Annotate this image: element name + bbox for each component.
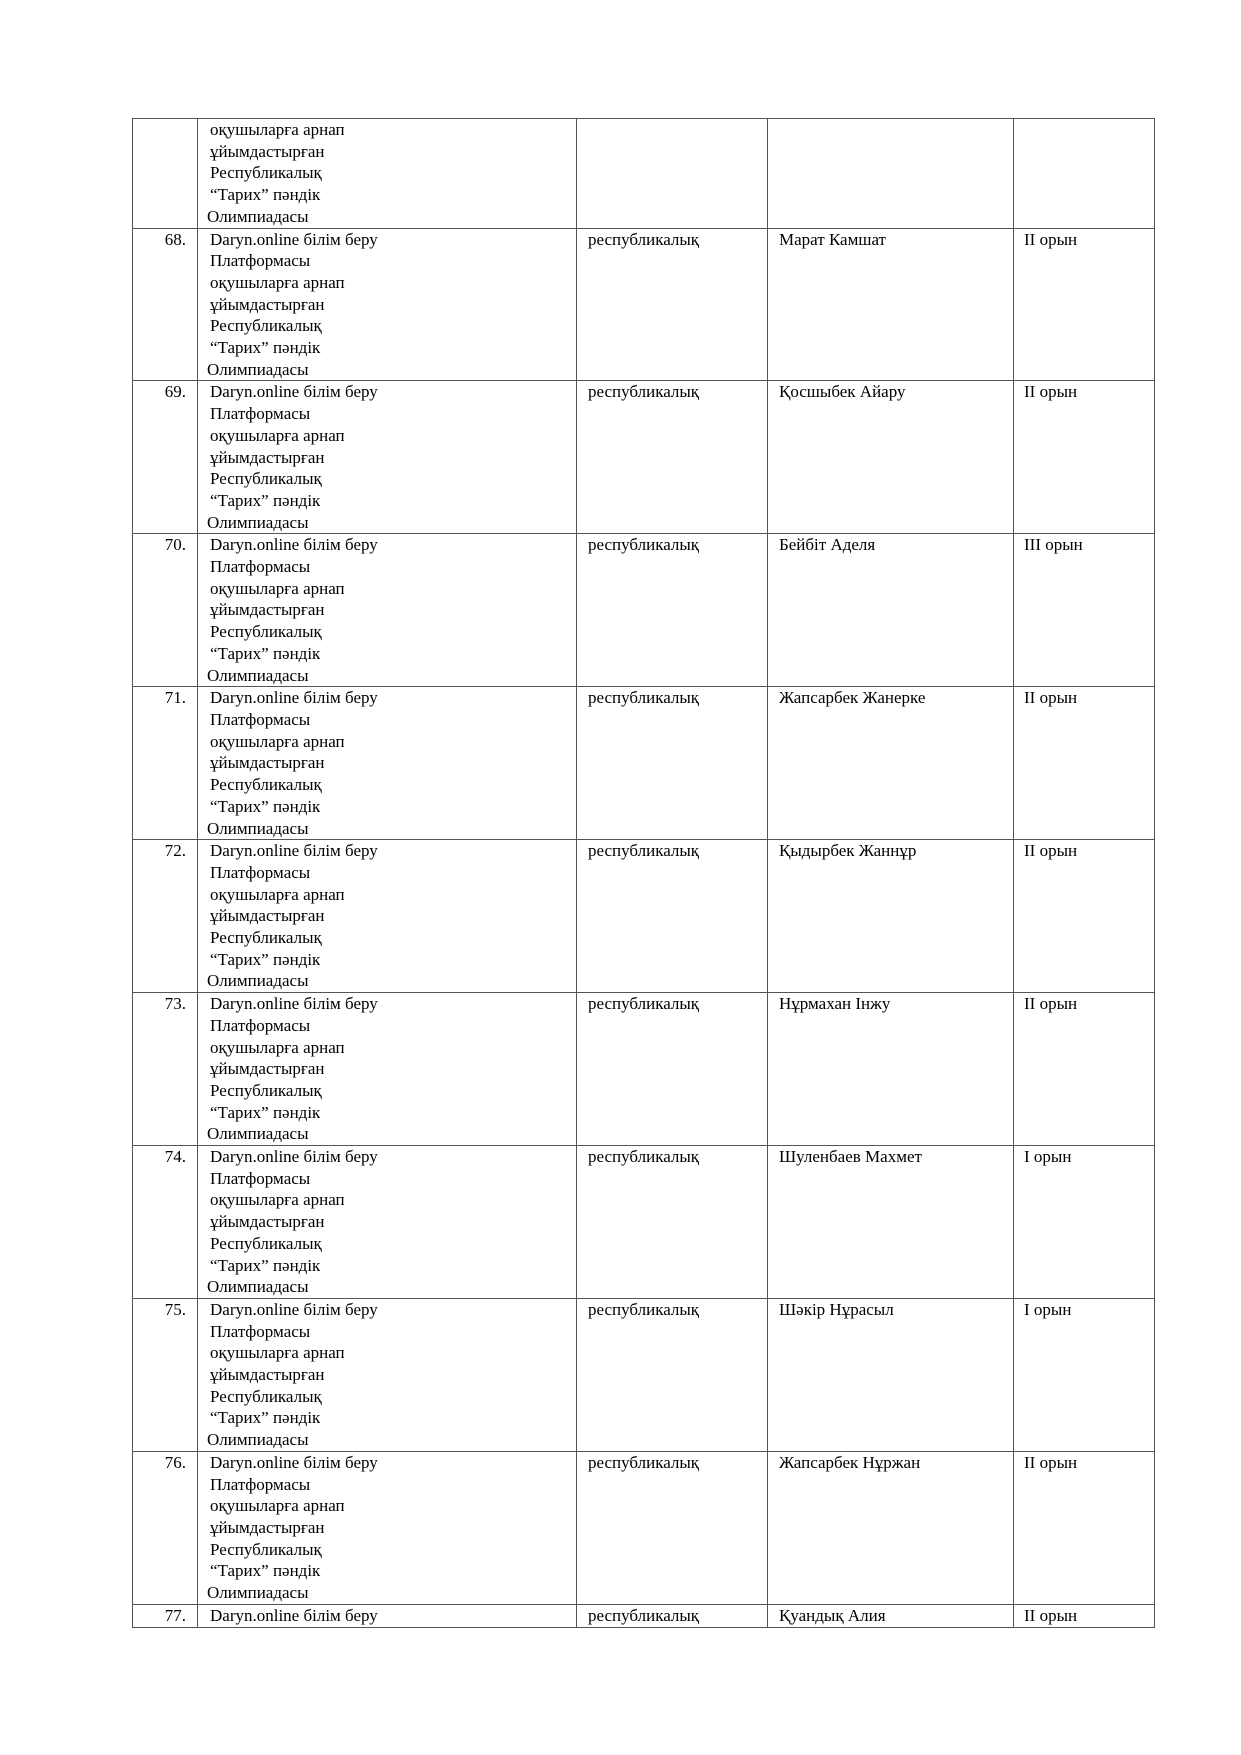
event-line: Олимпиадасы bbox=[207, 1277, 309, 1297]
event-description bbox=[198, 993, 577, 1146]
event-line: Республикалық bbox=[210, 316, 322, 336]
event-line: ұйымдастырған bbox=[210, 141, 325, 161]
event-line: Daryn.online білім беру bbox=[210, 535, 378, 555]
event-description bbox=[198, 840, 577, 993]
event-line: Платформасы bbox=[210, 404, 311, 424]
event-line: Платформасы bbox=[210, 1015, 311, 1035]
event-line: Республикалық bbox=[210, 1539, 322, 1559]
participant-name: Шәкір Нұрасыл bbox=[768, 1298, 1014, 1451]
event-line: ұйымдастырған bbox=[210, 1212, 325, 1232]
event-line: оқушыларға арнап bbox=[210, 1190, 345, 1210]
participant-name: Шуленбаев Махмет bbox=[768, 1146, 1014, 1299]
result-place: II орын bbox=[1014, 1604, 1155, 1627]
event-description bbox=[198, 381, 577, 534]
table-row-continuation bbox=[133, 119, 1155, 229]
event-level: республикалық bbox=[577, 1146, 768, 1299]
event-line: Платформасы bbox=[210, 251, 311, 271]
event-line: Daryn.online білім беру bbox=[210, 841, 378, 861]
event-line: “Тарих” пәндік bbox=[210, 1561, 321, 1581]
event-description bbox=[198, 1298, 577, 1451]
participant-name: Жапсарбек Жанерке bbox=[768, 687, 1014, 840]
event-level: республикалық bbox=[577, 1604, 768, 1627]
row-number: 70. bbox=[133, 534, 198, 687]
event-line: ұйымдастырған bbox=[210, 1518, 325, 1537]
row-number: 68. bbox=[133, 228, 198, 381]
result-place: II орын bbox=[1014, 228, 1155, 381]
row-number: 74. bbox=[133, 1146, 198, 1299]
event-line: Платформасы bbox=[210, 557, 311, 577]
participant-name: Нұрмахан Інжу bbox=[768, 993, 1014, 1146]
row-number: 71. bbox=[133, 687, 198, 840]
event-line: Платформасы bbox=[210, 862, 311, 882]
event-line: Олимпиадасы bbox=[207, 1430, 309, 1450]
table-row bbox=[133, 534, 1155, 687]
event-line: “Тарих” пәндік bbox=[210, 490, 321, 510]
event-level bbox=[577, 119, 768, 229]
row-number bbox=[133, 119, 198, 229]
event-line: Республикалық bbox=[210, 775, 322, 795]
event-line: ұйымдастырған bbox=[210, 1059, 325, 1079]
row-number: 77. bbox=[133, 1604, 198, 1627]
event-line: Платформасы bbox=[210, 1474, 311, 1494]
event-line: оқушыларға арнап bbox=[210, 1037, 345, 1057]
event-line: Daryn.online білім беру bbox=[210, 382, 378, 402]
event-line: ұйымдастырған bbox=[210, 447, 325, 467]
event-line: Республикалық bbox=[210, 928, 322, 948]
event-line: Олимпиадасы bbox=[207, 1124, 309, 1144]
event-line: “Тарих” пәндік bbox=[210, 796, 321, 816]
table-row bbox=[133, 1298, 1155, 1451]
event-line: ұйымдастырған bbox=[210, 906, 325, 926]
event-line: Daryn.online білім беру bbox=[210, 229, 378, 249]
table-row bbox=[133, 993, 1155, 1146]
event-line: Олимпиадасы bbox=[207, 971, 309, 991]
event-line: Daryn.online білім беру bbox=[210, 688, 378, 708]
event-line: Республикалық bbox=[210, 163, 322, 183]
event-description bbox=[198, 1146, 577, 1299]
event-description bbox=[198, 687, 577, 840]
result-place: III орын bbox=[1014, 534, 1155, 687]
event-line: Daryn.online білім беру bbox=[210, 1452, 378, 1472]
event-line: Daryn.online білім беру bbox=[210, 1605, 378, 1625]
participant-name: Жапсарбек Нұржан bbox=[768, 1451, 1014, 1604]
table-row bbox=[133, 1451, 1155, 1604]
event-level: республикалық bbox=[577, 993, 768, 1146]
event-line: ұйымдастырған bbox=[210, 1365, 325, 1385]
table-row bbox=[133, 840, 1155, 993]
event-level: республикалық bbox=[577, 381, 768, 534]
event-description bbox=[198, 228, 577, 381]
table-row bbox=[133, 1146, 1155, 1299]
participant-name bbox=[768, 119, 1014, 229]
row-number: 75. bbox=[133, 1298, 198, 1451]
event-line: оқушыларға арнап bbox=[210, 1496, 345, 1516]
row-number: 73. bbox=[133, 993, 198, 1146]
result-place bbox=[1014, 119, 1155, 229]
event-line: ұйымдастырған bbox=[210, 753, 325, 773]
result-place: II орын bbox=[1014, 840, 1155, 993]
event-line: оқушыларға арнап bbox=[210, 1343, 345, 1363]
event-level: республикалық bbox=[577, 228, 768, 381]
event-line: Республикалық bbox=[210, 622, 322, 642]
event-line: Платформасы bbox=[210, 1321, 311, 1341]
result-place: II орын bbox=[1014, 381, 1155, 534]
result-place: II орын bbox=[1014, 1451, 1155, 1604]
participant-name: Бейбіт Аделя bbox=[768, 534, 1014, 687]
event-line: ұйымдастырған bbox=[210, 600, 325, 620]
event-line: оқушыларға арнап bbox=[210, 731, 345, 751]
event-line: “Тарих” пәндік bbox=[210, 1408, 321, 1428]
table-row bbox=[133, 687, 1155, 840]
event-line: “Тарих” пәндік bbox=[210, 185, 321, 205]
event-line: Олимпиадасы bbox=[207, 206, 309, 226]
event-line: Республикалық bbox=[210, 1080, 322, 1100]
event-description bbox=[198, 1451, 577, 1604]
event-line: оқушыларға арнап bbox=[210, 884, 345, 904]
event-line: Daryn.online білім беру bbox=[210, 994, 378, 1014]
event-level: республикалық bbox=[577, 534, 768, 687]
result-place: II орын bbox=[1014, 993, 1155, 1146]
results-table bbox=[132, 118, 1155, 1628]
event-line: Платформасы bbox=[210, 709, 311, 729]
event-level: республикалық bbox=[577, 1298, 768, 1451]
event-line: Республикалық bbox=[210, 1233, 322, 1253]
event-line: Олимпиадасы bbox=[207, 1583, 309, 1603]
participant-name: Марат Камшат bbox=[768, 228, 1014, 381]
event-line: Daryn.online білім беру bbox=[210, 1299, 378, 1319]
event-level: республикалық bbox=[577, 840, 768, 993]
row-number: 72. bbox=[133, 840, 198, 993]
event-line: оқушыларға арнап bbox=[210, 272, 345, 292]
event-line: “Тарих” пәндік bbox=[210, 949, 321, 969]
row-number: 69. bbox=[133, 381, 198, 534]
event-line: Республикалық bbox=[210, 1386, 322, 1406]
event-line: Олимпиадасы bbox=[207, 665, 309, 685]
row-number: 76. bbox=[133, 1451, 198, 1604]
participant-name: Қуандық Алия bbox=[768, 1604, 1014, 1627]
event-line: Платформасы bbox=[210, 1168, 311, 1188]
result-place: I орын bbox=[1014, 1298, 1155, 1451]
table-row bbox=[133, 381, 1155, 534]
event-level: республикалық bbox=[577, 687, 768, 840]
event-line: “Тарих” пәндік bbox=[210, 643, 321, 663]
table-row bbox=[133, 1604, 1155, 1627]
event-line: Daryn.online білім беру bbox=[210, 1147, 378, 1167]
event-line: Республикалық bbox=[210, 469, 322, 489]
event-description bbox=[198, 534, 577, 687]
event-description bbox=[198, 119, 577, 229]
participant-name: Қыдырбек Жаннұр bbox=[768, 840, 1014, 993]
result-place: II орын bbox=[1014, 687, 1155, 840]
event-line: Олимпиадасы bbox=[207, 359, 309, 379]
event-line: ұйымдастырған bbox=[210, 294, 325, 314]
event-line: “Тарих” пәндік bbox=[210, 1255, 321, 1275]
event-description bbox=[198, 1604, 577, 1627]
event-line: оқушыларға арнап bbox=[210, 578, 345, 598]
participant-name: Қосшыбек Айару bbox=[768, 381, 1014, 534]
result-place: I орын bbox=[1014, 1146, 1155, 1299]
table-row bbox=[133, 228, 1155, 381]
event-line: “Тарих” пәндік bbox=[210, 1102, 321, 1122]
event-line: Олимпиадасы bbox=[207, 512, 309, 532]
event-level: республикалық bbox=[577, 1451, 768, 1604]
event-line: оқушыларға арнап bbox=[210, 120, 345, 139]
event-line: Олимпиадасы bbox=[207, 818, 309, 838]
event-line: “Тарих” пәндік bbox=[210, 338, 321, 358]
event-line: оқушыларға арнап bbox=[210, 425, 345, 445]
